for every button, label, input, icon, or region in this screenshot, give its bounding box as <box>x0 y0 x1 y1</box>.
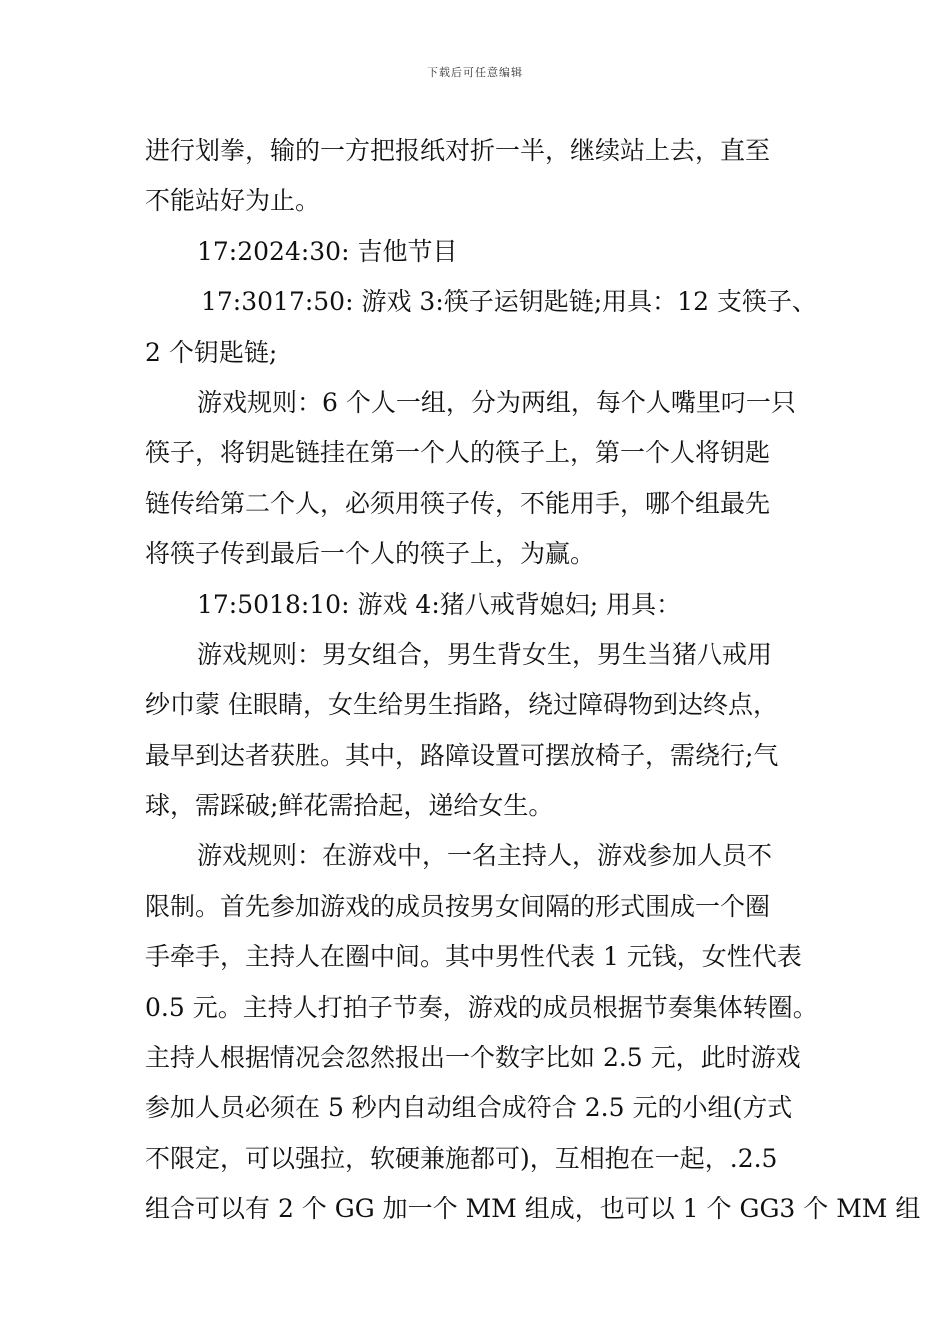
text-line: 将筷子传到最后一个人的筷子上，为赢。 <box>145 539 596 569</box>
text-line: 手牵手，主持人在圈中间。其中男性代表 1 元钱，女性代表 <box>145 942 802 972</box>
text-line: 主持人根据情况会忽然报出一个数字比如 2.5 元，此时游戏 <box>145 1043 801 1073</box>
document-body <box>145 126 921 1235</box>
text-line: 进行划拳，输的一方把报纸对折一半，继续站上去，直至 <box>145 136 771 165</box>
text-line: 链传给第二个人，必须用筷子传，不能用手，哪个组最先 <box>145 488 771 518</box>
rules-line: 游戏规则：6 个人一组，分为两组，每个人嘴里叼一只 <box>197 387 796 417</box>
text-line: 2 个钥匙链; <box>145 337 278 367</box>
schedule-line: 17:3017:50: 游戏 3:筷子运钥匙链;用具：12 支筷子、 <box>201 287 817 317</box>
rules-line: 游戏规则：在游戏中，一名主持人，游戏参加人员不 <box>197 841 773 871</box>
text-line: 纱巾蒙 住眼睛，女生给男生指路，绕过障碍物到达终点， <box>145 690 778 720</box>
text-line: 0.5 元。主持人打拍子节奏，游戏的成员根据节奏集体转圈。 <box>145 992 818 1022</box>
rules-line: 游戏规则：男女组合，男生背女生，男生当猪八戒用 <box>197 639 773 669</box>
text-line: 最早到达者获胜。其中，路障设置可摆放椅子，需绕行;气 <box>145 740 779 770</box>
text-line: 球，需踩破;鲜花需拾起，递给女生。 <box>145 791 554 821</box>
text-line: 限制。首先参加游戏的成员按男女间隔的形式围成一个圈 <box>145 891 771 921</box>
text-line: 不限定，可以强拉，软硬兼施都可)，互相抱在一起，.2.5 <box>145 1143 778 1173</box>
text-line: 参加人员必须在 5 秒内自动组合成符合 2.5 元的小组(方式 <box>145 1093 793 1123</box>
text-line: 不能站好为止。 <box>145 186 321 216</box>
schedule-line: 17:2024:30: 吉他节目 <box>197 236 458 266</box>
schedule-line: 17:5018:10: 游戏 4:猪八戒背媳妇; 用具： <box>197 589 682 619</box>
text-line: 筷子，将钥匙链挂在第一个人的筷子上，第一个人将钥匙 <box>145 438 771 468</box>
text-line: 组合可以有 2 个 GG 加一个 MM 组成，也可以 1 个 GG3 个 MM 组 <box>145 1194 921 1224</box>
page-header-note: 下载后可任意编辑 <box>427 66 523 79</box>
